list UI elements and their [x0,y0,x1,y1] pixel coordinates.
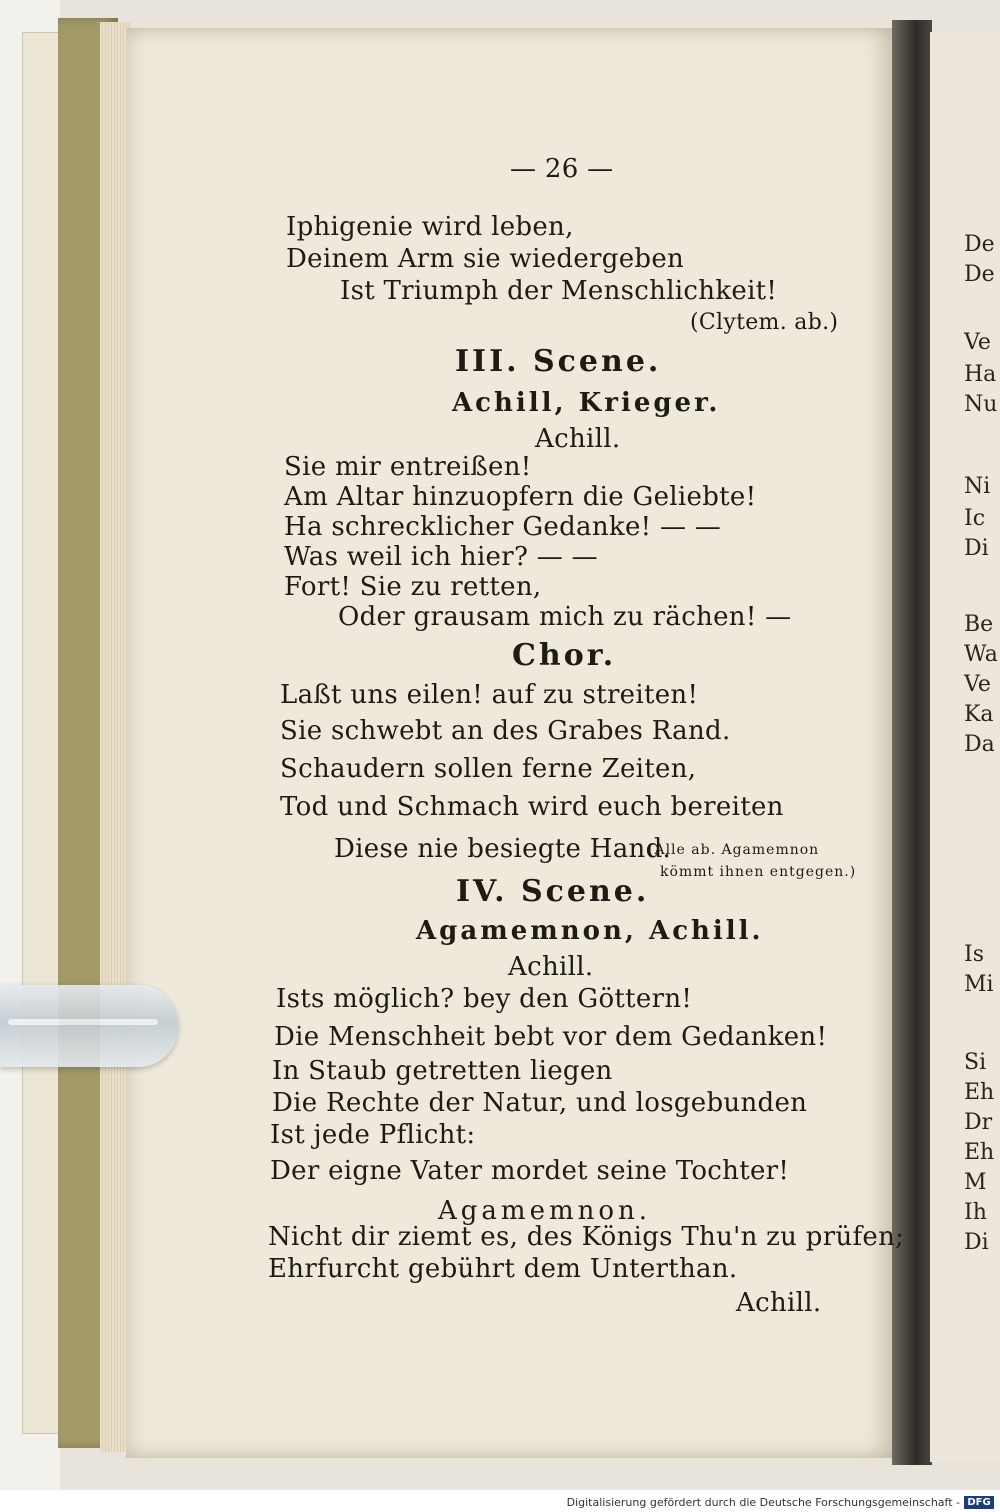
facing-page-fragment: Da [964,732,995,757]
text-line: Ehrfurcht gebührt dem Unterthan. [268,1254,738,1284]
facing-page-fragment: Ve [964,330,991,355]
speaker-name: Achill. [508,952,594,982]
facing-page-fragment: Eh [964,1080,995,1105]
scene-heading: III. Scene. [455,344,662,379]
facing-page-fragment: Ic [964,506,986,531]
speaker-name: Agamemnon. [438,1196,652,1226]
page-number: — 26 — [510,154,614,184]
text-line: Oder grausam mich zu rächen! — [338,602,792,632]
facing-page-fragment: Is [964,942,984,967]
facing-page-fragment: Eh [964,1140,995,1165]
facing-page-fragment: Ka [964,702,994,727]
text-line: Iphigenie wird leben, [286,212,574,242]
facing-page-fragment: Be [964,612,994,637]
stage-direction: (Clytem. ab.) [690,310,839,335]
text-line: Die Menschheit bebt vor dem Gedanken! [274,1022,828,1052]
facing-page-fragment: De [964,262,995,287]
text-line: Schaudern sollen ferne Zeiten, [280,754,697,784]
facing-page-fragment: Wa [964,642,998,667]
text-line: Ists möglich? bey den Göttern! [276,984,693,1014]
text-line: Fort! Sie zu retten, [284,572,542,602]
facing-page-fragment: Di [964,1230,989,1255]
text-line: Am Altar hinzuopfern die Geliebte! [284,482,757,512]
text-line: Diese nie besiegte Hand. [334,834,672,864]
dfg-logo: DFG [964,1496,994,1509]
text-line: Die Rechte der Natur, und losgebunden [272,1088,808,1118]
text-line: Ist jede Pflicht: [270,1120,476,1150]
speaker-name: Chor. [512,638,617,673]
character-list: Agamemnon, Achill. [416,916,764,946]
stage-direction: kömmt ihnen entgegen.) [660,864,857,880]
text-line: Deinem Arm sie wiedergeben [286,244,685,274]
footer-credit: Digitalisierung gefördert durch die Deutsche Forschungsgemeinschaft - [566,1496,960,1509]
facing-page-fragment: Ve [964,672,991,697]
text-line: Tod und Schmach wird euch bereiten [280,792,784,822]
facing-page-fragment: Ih [964,1200,987,1225]
text-line: Ha schrecklicher Gedanke! — — [284,512,722,542]
text-line: Ist Triumph der Menschlichkeit! [340,276,778,306]
scene-heading: IV. Scene. [456,874,650,909]
character-list: Achill, Krieger. [452,388,721,418]
text-line: In Staub getretten liegen [272,1056,613,1086]
facing-page-fragment: M [964,1170,987,1195]
text-line: Nicht dir ziemt es, des Königs Thu'n zu prüfen; [268,1222,905,1252]
facing-page-fragment: De [964,232,995,257]
speaker-name: Achill. [736,1288,822,1318]
facing-page-fragment: Ni [964,474,991,499]
facing-page-fragment: Di [964,536,989,561]
text-line: Sie mir entreißen! [284,452,532,482]
footer-bar [0,1494,1000,1512]
speaker-name: Achill. [535,424,621,454]
text-line: Was weil ich hier? — — [284,542,598,572]
facing-page-fragment: Mi [964,972,994,997]
facing-page-fragment: Dr [964,1110,993,1135]
facing-page-fragment: Si [964,1050,987,1075]
text-line: Sie schwebt an des Grabes Rand. [280,716,731,746]
text-line: Der eigne Vater mordet seine Tochter! [270,1156,790,1186]
stage-direction: (Alle ab. Agamemnon [648,842,820,858]
facing-page-fragment: Ha [964,362,997,387]
text-line: Laßt uns eilen! auf zu streiten! [280,680,699,710]
facing-page-fragment: Nu [964,392,998,417]
